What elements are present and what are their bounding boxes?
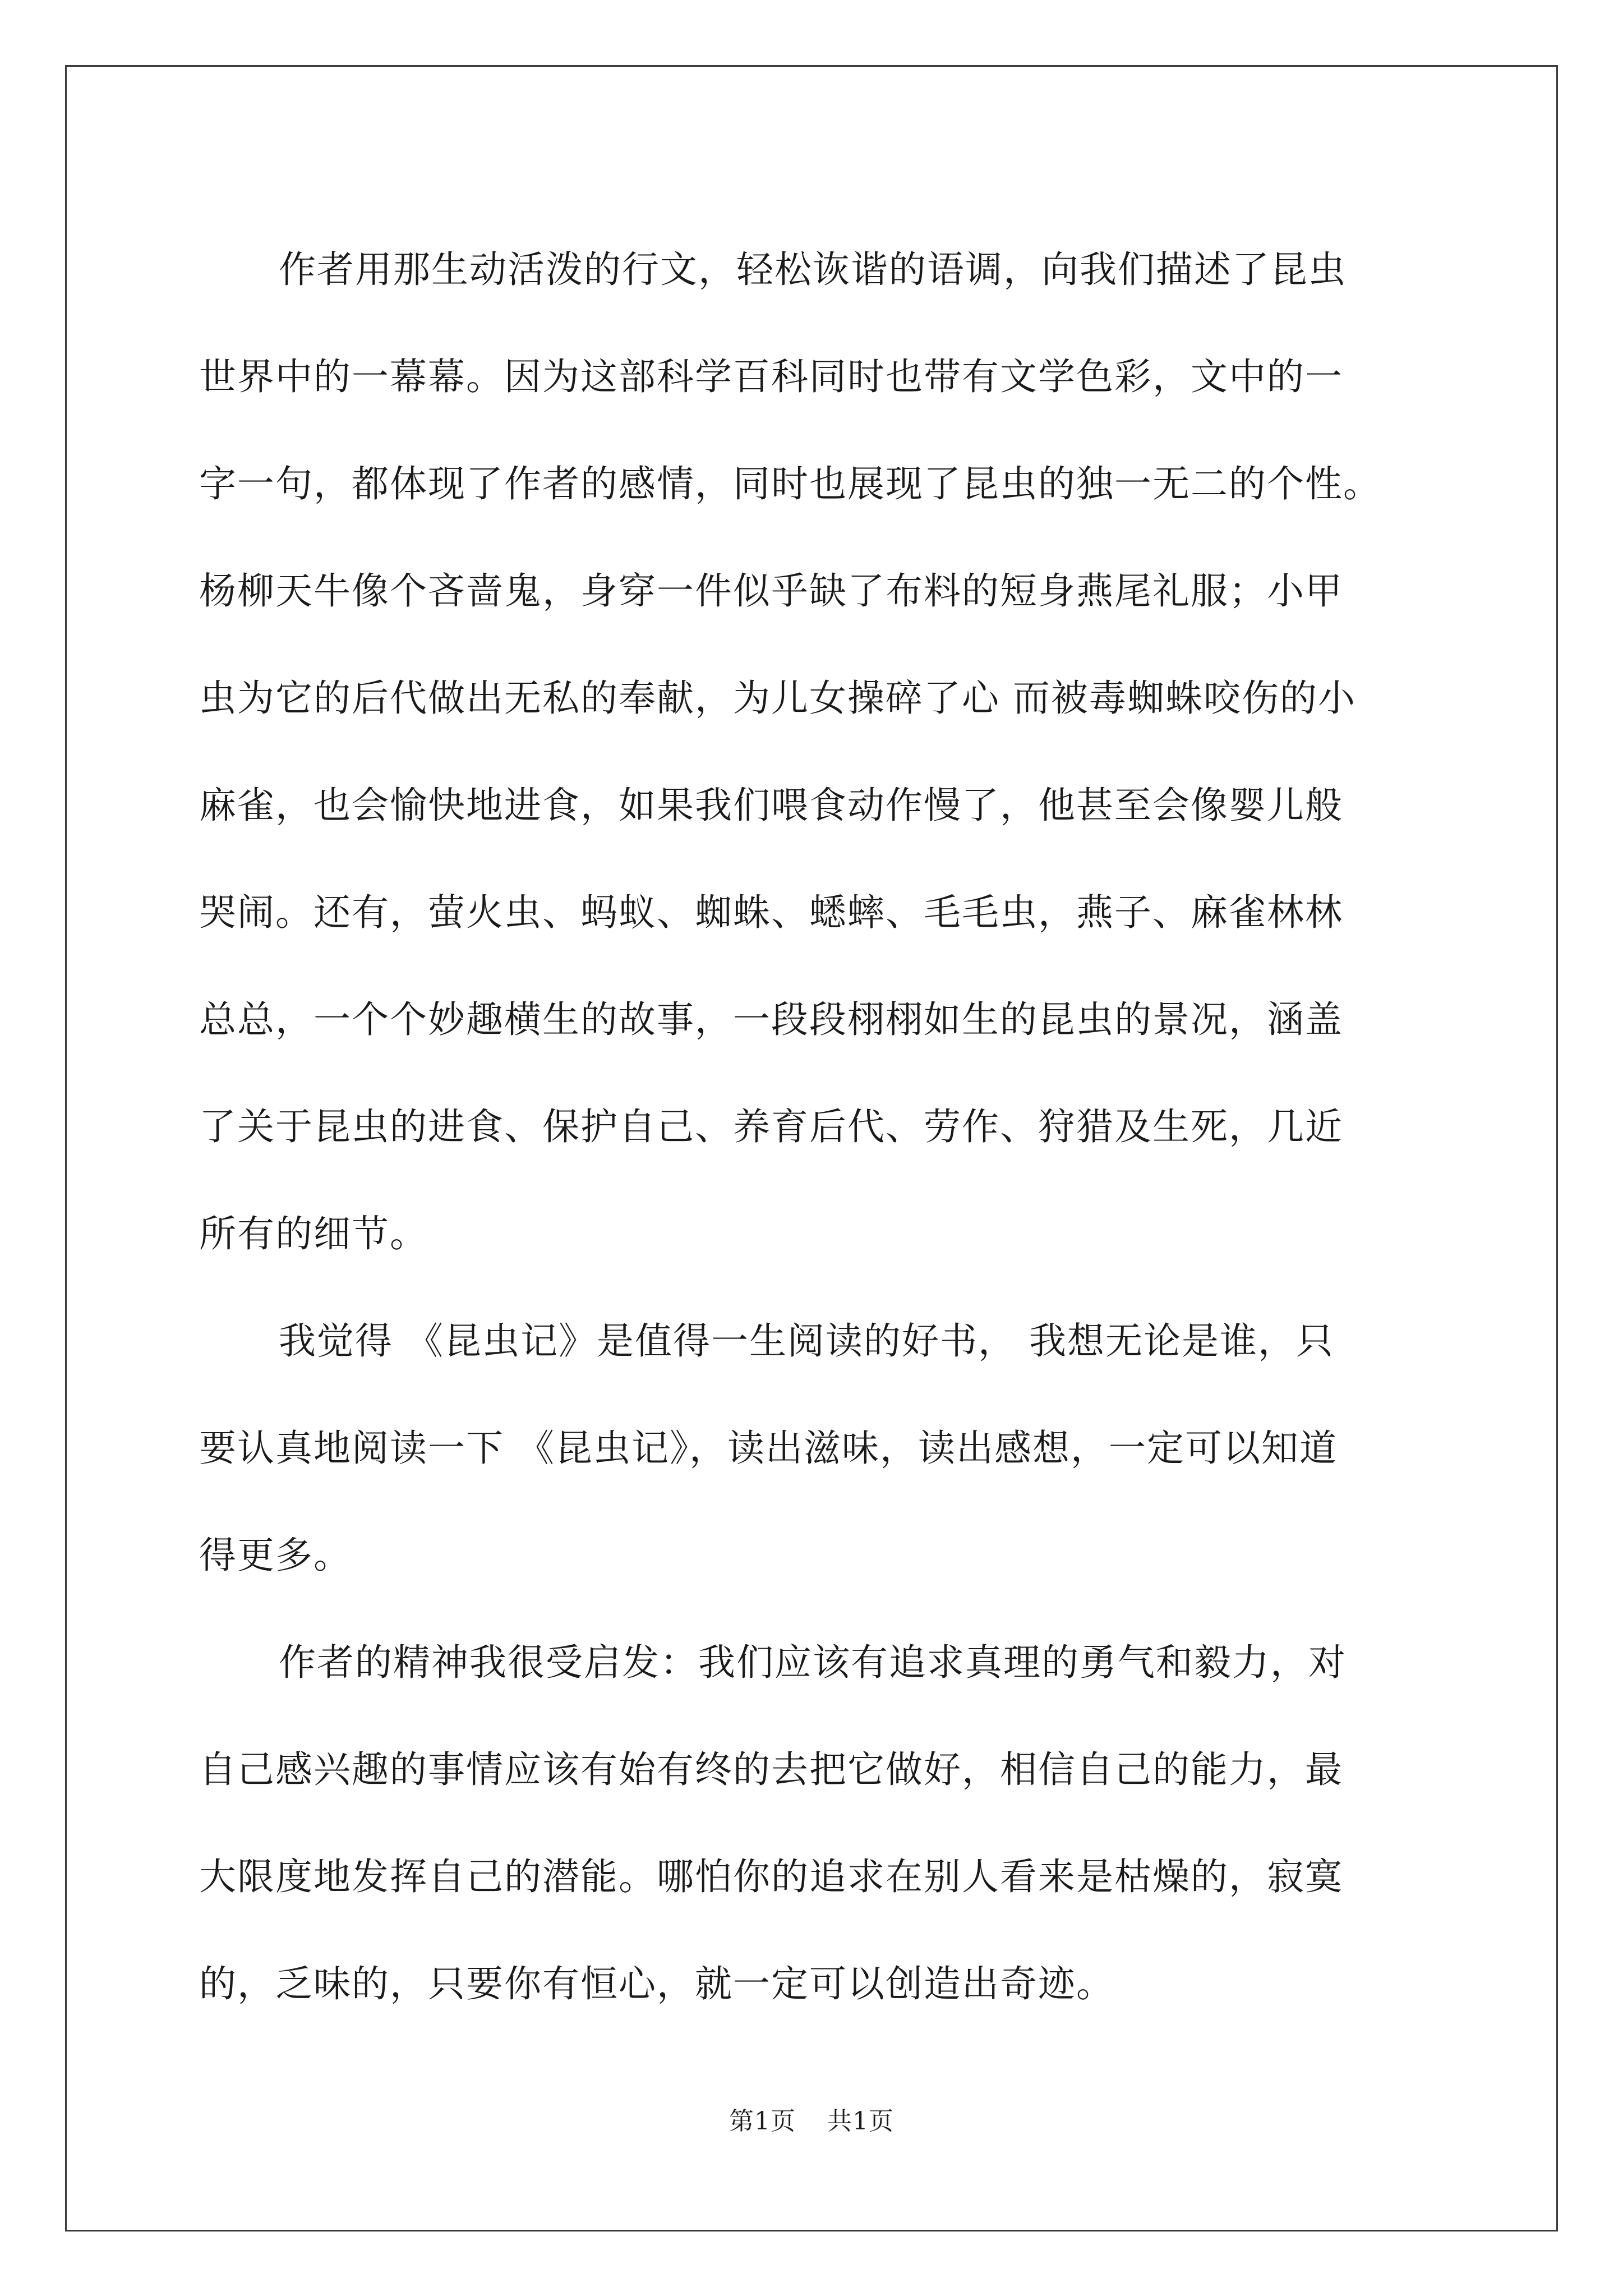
text-line: 杨柳天牛像个吝啬鬼，身穿一件似乎缺了布料的短身燕尾礼服；小甲 [199, 569, 1343, 613]
text-line: 的，乏味的，只要你有恒心，就一定可以创造出奇迹。 [199, 1962, 1114, 2005]
paragraph-3 [199, 1609, 1433, 2037]
text-line: 大限度地发挥自己的潜能。哪怕你的追求在别人看来是枯燥的，寂寞 [199, 1855, 1343, 1898]
text-line: 所有的细节。 [199, 1212, 428, 1255]
text-line: 麻雀，也会愉快地进食，如果我们喂食动作慢了，他甚至会像婴儿般 [199, 784, 1343, 827]
paragraph-1 [199, 216, 1433, 1287]
page-footer [0, 2101, 1623, 2137]
text-line: 字一句，都体现了作者的感情，同时也展现了昆虫的独一无二的个性。 [199, 462, 1381, 505]
text-line: 作者的精神我很受启发：我们应该有追求真理的勇气和毅力，对 [279, 1641, 1347, 1684]
text-line: 得更多。 [199, 1534, 352, 1577]
page-number-current: 第1页 [729, 2107, 796, 2136]
document-body [199, 216, 1433, 2037]
paragraph-2 [199, 1287, 1433, 1609]
text-line: 要认真地阅读一下 《昆虫记》，读出滋味，读出感想，一定可以知道 [199, 1427, 1338, 1470]
text-line: 自己感兴趣的事情应该有始有终的去把它做好，相信自己的能力，最 [199, 1748, 1343, 1791]
text-line: 哭闹。还有，萤火虫、蚂蚁、蜘蛛、蟋蟀、毛毛虫，燕子、麻雀林林 [199, 891, 1343, 934]
text-line: 我觉得 《昆虫记》是值得一生阅读的好书， 我想无论是谁，只 [279, 1319, 1334, 1363]
text-line: 了关于昆虫的进食、保护自己、养育后代、劳作、狩猎及生死，几近 [199, 1105, 1343, 1148]
text-line: 世界中的一幕幕。因为这部科学百科同时也带有文学色彩，文中的一 [199, 355, 1343, 398]
text-line: 总总，一个个妙趣横生的故事，一段段栩栩如生的昆虫的景况，涵盖 [199, 998, 1343, 1041]
text-line: 虫为它的后代做出无私的奉献，为儿女操碎了心 而被毒蜘蛛咬伤的小 [199, 677, 1356, 720]
text-line: 作者用那生动活泼的行文，轻松诙谐的语调，向我们描述了昆虫 [279, 248, 1347, 291]
page-number-total: 共1页 [827, 2107, 894, 2136]
